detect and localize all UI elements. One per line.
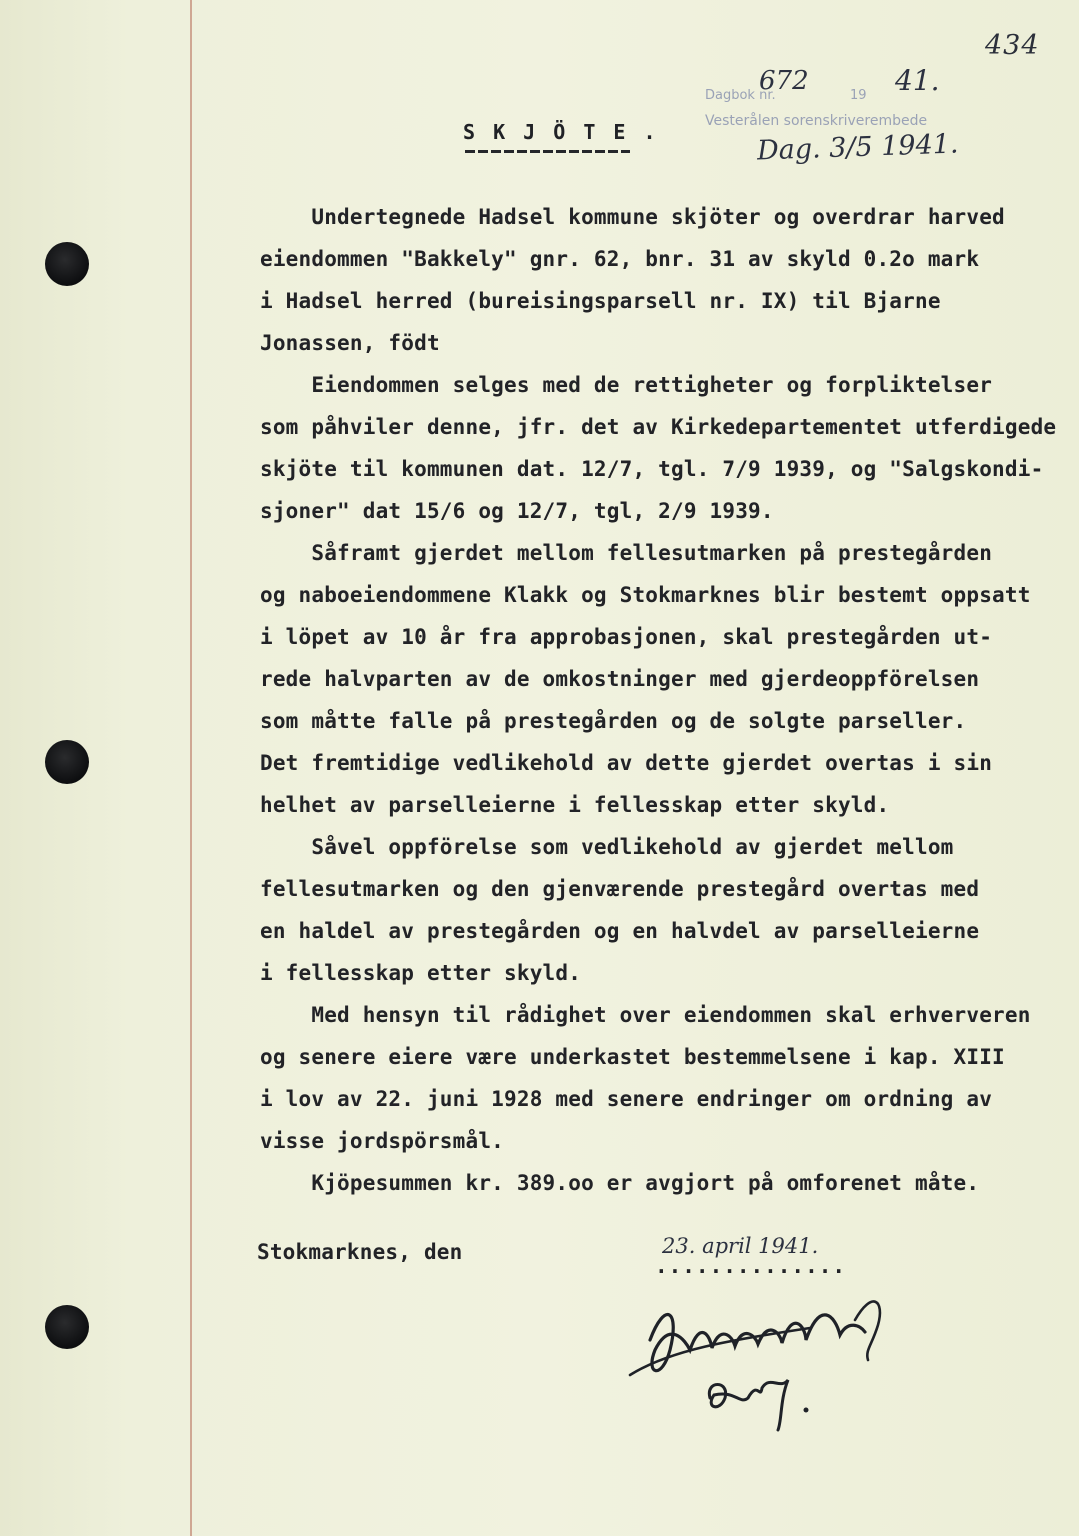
document-line: i löpet av 10 år fra approbasjonen, skal prestegården ut- xyxy=(260,625,993,649)
document-line: Det fremtidige vedlikehold av dette gjerdet overtas i sin xyxy=(260,751,993,775)
stamp-handwritten-date: Dag. 3/5 1941. xyxy=(756,128,960,167)
title-underline xyxy=(465,150,630,153)
handwritten-date: 23. april 1941. xyxy=(662,1234,819,1258)
document-line: eiendommen "Bakkely" gnr. 62, bnr. 31 av skyld 0.2o mark xyxy=(260,247,980,271)
document-line: rede halvparten av de omkostninger med gjerdeoppförelsen xyxy=(260,667,980,691)
document-title: S K J Ö T E . xyxy=(463,120,659,144)
stamp-year-prefix: 19 xyxy=(850,88,867,103)
margin-rule xyxy=(190,0,192,1536)
page-number: 434 xyxy=(985,30,1040,61)
document-line: sjoner" dat 15/6 og 12/7, tgl, 2/9 1939. xyxy=(260,499,774,523)
document-line: Jonassen, födt xyxy=(260,331,440,355)
registry-stamp xyxy=(705,64,1005,190)
document-line: skjöte til kommunen dat. 12/7, tgl. 7/9 1939, og "Salgskondi- xyxy=(260,457,1044,481)
punch-hole-middle xyxy=(45,740,89,784)
punch-hole-top xyxy=(45,242,89,286)
document-line: Med hensyn til rådighet over eiendommen skal erhververen xyxy=(260,1003,1031,1027)
stamp-journal-number: 672 xyxy=(759,66,809,96)
signature-image xyxy=(610,1280,930,1450)
place-date-line: Stokmarknes, den xyxy=(257,1240,463,1264)
document-line: Såframt gjerdet mellom fellesutmarken på prestegården xyxy=(260,541,993,565)
stamp-year: 41. xyxy=(895,64,940,97)
document-line: i fellesskap etter skyld. xyxy=(260,961,582,985)
document-line: Såvel oppförelse som vedlikehold av gjerdet mellom xyxy=(260,835,954,859)
stamp-office-name: Vesterålen sorenskriverembede xyxy=(705,113,928,129)
document-line: en haldel av prestegården og en halvdel av parselleierne xyxy=(260,919,980,943)
document-line: som påhviler denne, jfr. det av Kirkedepartementet utferdigede xyxy=(260,415,1057,439)
document-line: fellesutmarken og den gjenværende prestegård overtas med xyxy=(260,877,980,901)
document-line: i lov av 22. juni 1928 med senere endringer om ordning av xyxy=(260,1087,993,1111)
document-line: helhet av parselleierne i fellesskap etter skyld. xyxy=(260,793,890,817)
document-line: og senere eiere være underkastet bestemmelsene i kap. XIII xyxy=(260,1045,1005,1069)
date-dotted-line: .............. xyxy=(655,1254,847,1278)
punch-hole-bottom xyxy=(45,1305,89,1349)
document-line: som måtte falle på prestegården og de solgte parseller. xyxy=(260,709,967,733)
document-line: visse jordspörsmål. xyxy=(260,1129,505,1153)
stamp-label-dagbok: Dagbok nr. xyxy=(705,88,776,103)
document-line: i Hadsel herred (bureisingsparsell nr. IX) til Bjarne xyxy=(260,289,941,313)
document-line: Eiendommen selges med de rettigheter og forpliktelser xyxy=(260,373,993,397)
document-line: Undertegnede Hadsel kommune skjöter og overdrar harved xyxy=(260,205,1005,229)
document-line: Kjöpesummen kr. 389.oo er avgjort på omforenet måte. xyxy=(260,1171,980,1195)
document-line: og naboeiendommene Klakk og Stokmarknes blir bestemt oppsatt xyxy=(260,583,1031,607)
